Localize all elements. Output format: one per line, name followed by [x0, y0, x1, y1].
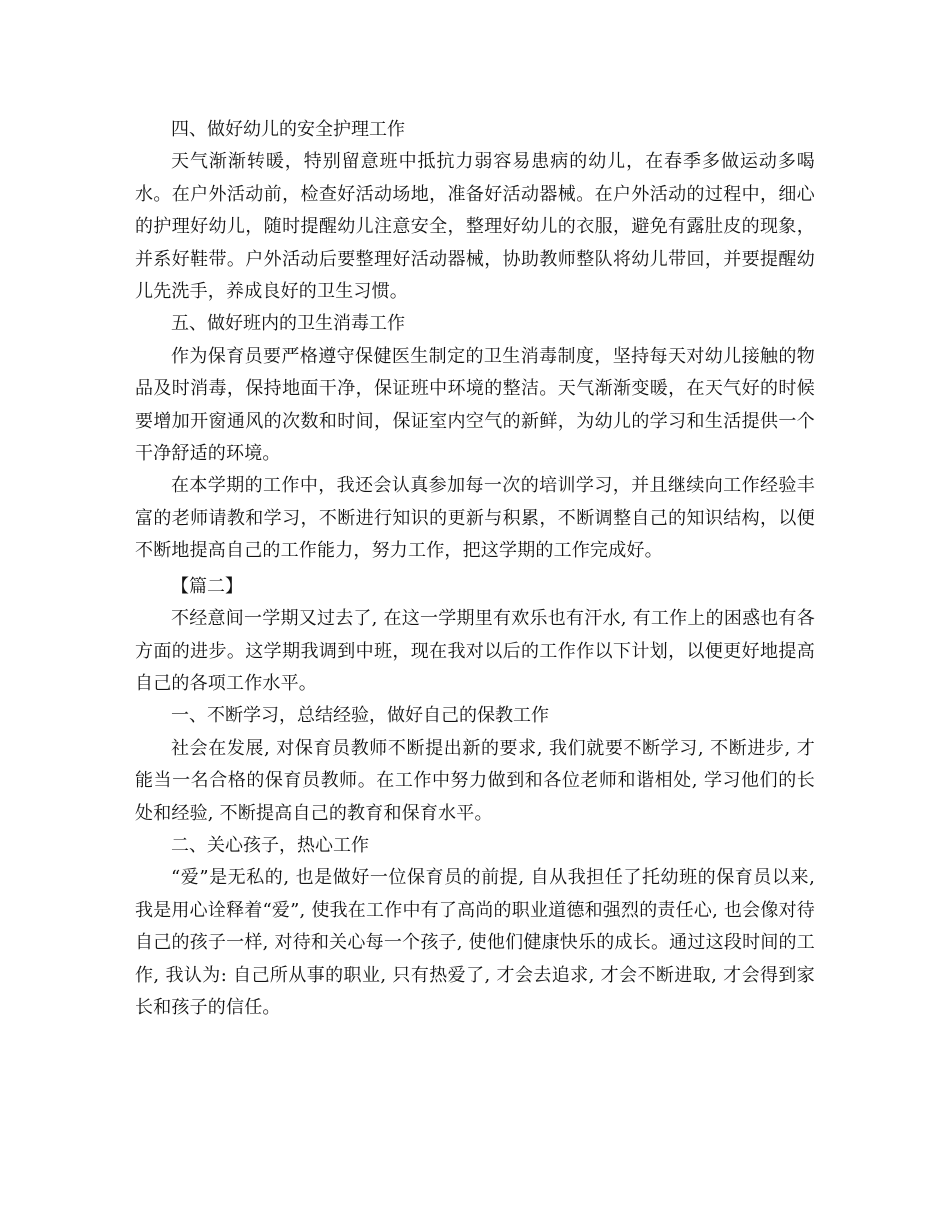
section-heading-hygiene: 五、做好班内的卫生消毒工作: [171, 313, 405, 335]
paragraph-learning: 社会在发展, 对保育员教师不断提出新的要求, 我们就要不断学习, 不断进步, 才能当一名合格的保育员教师。在工作中努力做到和各位老师和谐相处, 学习他们的长处和经验, 不断提高自己的教育和保育水平。: [135, 737, 815, 824]
paragraph-safety-care: 天气渐渐转暖，特别留意班中抵抗力弱容易患病的幼儿，在春季多做运动多喝水。在户外活动前，检查好活动场地，准备好活动器械。在户外活动的过程中，细心的护理好幼儿，随时提醒幼儿注意安全，整理好幼儿的衣服，避免有露肚皮的现象，并系好鞋带。户外活动后要整理好活动器械，协助教师整队将幼儿带回，并要提醒幼儿先洗手，养成良好的卫生习惯。: [135, 151, 815, 303]
document-body: [135, 114, 815, 1024]
part-two-label: 【篇二】: [171, 575, 243, 597]
paragraph-training: 在本学期的工作中，我还会认真参加每一次的培训学习，并且继续向工作经验丰富的老师请教和学习，不断进行知识的更新与积累，不断调整自己的知识结构，以便不断地提高自己的工作能力，努力工作，把这学期的工作完成好。: [135, 475, 815, 562]
section-heading-learning: 一、不断学习，总结经验，做好自己的保教工作: [171, 705, 549, 727]
paragraph-caring: “爱”是无私的, 也是做好一位保育员的前提, 自从我担任了托幼班的保育员以来, 我是用心诠释着“爱”, 使我在工作中有了高尚的职业道德和强烈的责任心, 也会像对待自己的孩子一样, 对待和关心每一个孩子, 使他们健康快乐的成长。通过这段时间的工作, 我认为: 自己所从事的职业, 只有热爱了, 才会去追求, 才会不断进取, 才会得到家长和孩子的信任。: [135, 867, 815, 1018]
paragraph-intro-part-two: 不经意间一学期又过去了, 在这一学期里有欢乐也有汗水, 有工作上的困惑也有各方面的进步。这学期我调到中班，现在我对以后的工作作以下计划，以便更好地提高自己的各项工作水平。: [135, 608, 815, 694]
section-heading-caring: 二、关心孩子，热心工作: [171, 834, 369, 856]
paragraph-hygiene: 作为保育员要严格遵守保健医生制定的卫生消毒制度，坚持每天对幼儿接触的物品及时消毒，保持地面干净，保证班中环境的整洁。天气渐渐变暖，在天气好的时候要增加开窗通风的次数和时间，保证室内空气的新鲜，为幼儿的学习和生活提供一个干净舒适的环境。: [135, 345, 815, 465]
section-heading-safety-care: 四、做好幼儿的安全护理工作: [171, 119, 405, 140]
